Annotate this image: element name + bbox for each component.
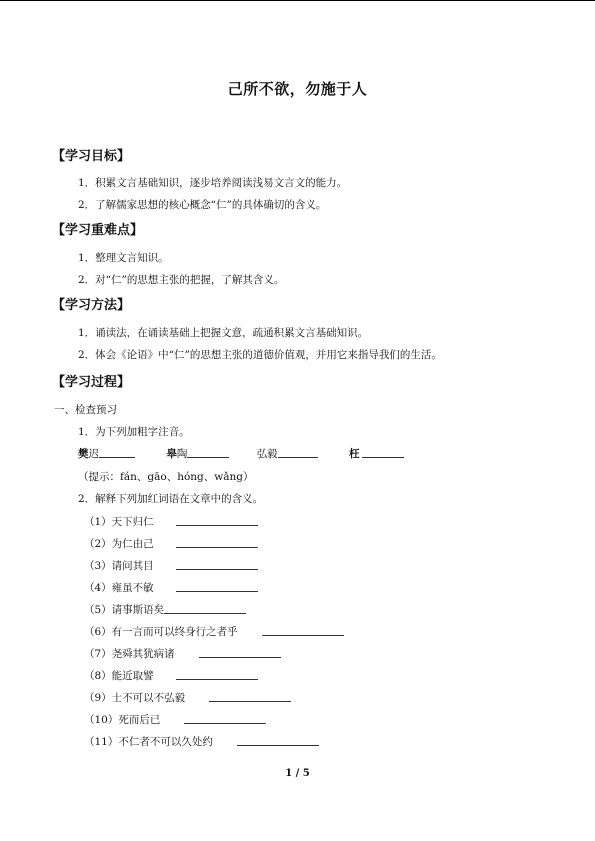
vocab-item: （10）死而后已 bbox=[84, 712, 266, 727]
pinyin-row bbox=[78, 446, 404, 461]
vocab-item: （11）不仁者不可以久处约 bbox=[84, 734, 319, 749]
vocab-item: （6）有一言而可以终身行之者乎 bbox=[84, 624, 344, 639]
vocab-item: （7）尧舜其犹病诸 bbox=[84, 646, 281, 661]
goal-item: 2．了解儒家思想的核心概念“仁”的具体确切的含义。 bbox=[78, 199, 327, 211]
method-item: 2．体会《论语》中“仁”的思想主张的道德价值观，并用它来指导我们的生活。 bbox=[78, 349, 442, 361]
question-one: 1．为下列加粗字注音。 bbox=[78, 426, 190, 438]
answer-blank[interactable] bbox=[164, 602, 246, 614]
vocab-item: （9）士不可以不弘毅 bbox=[84, 690, 291, 705]
section-heading-methods: 【学习方法】 bbox=[52, 298, 131, 313]
answer-blank[interactable] bbox=[176, 558, 258, 570]
part-one-label: 一、检查预习 bbox=[54, 404, 117, 416]
answer-blank[interactable] bbox=[278, 446, 318, 458]
answer-blank[interactable] bbox=[209, 690, 291, 702]
answer-blank[interactable] bbox=[262, 624, 344, 636]
vocab-item: （5）请事斯语矣 bbox=[84, 602, 246, 617]
pinyin-word-4: 枉 bbox=[349, 448, 360, 460]
goal-item: 1．积累文言基础知识，逐步培养阅读浅易文言文的能力。 bbox=[78, 177, 348, 189]
answer-blank[interactable] bbox=[176, 580, 258, 592]
answer-blank[interactable] bbox=[176, 514, 258, 526]
pinyin-word-2: 皋陶 bbox=[166, 448, 188, 460]
vocab-item: （1）天下归仁 bbox=[84, 514, 258, 529]
answer-blank[interactable] bbox=[237, 734, 319, 746]
vocab-item: （2）为仁由己 bbox=[84, 536, 258, 551]
vocab-item: （4）雍虽不敏 bbox=[84, 580, 258, 595]
answer-blank[interactable] bbox=[184, 712, 266, 724]
answer-blank[interactable] bbox=[187, 446, 229, 458]
top-rule bbox=[0, 0, 595, 1]
answer-blank[interactable] bbox=[176, 536, 258, 548]
pinyin-hint: （提示：fán、gāo、hóng、wǎng） bbox=[78, 471, 254, 483]
section-heading-goals: 【学习目标】 bbox=[52, 149, 131, 164]
key-point-item: 2．对“仁”的思想主张的把握，了解其含义。 bbox=[78, 274, 285, 286]
section-heading-process: 【学习过程】 bbox=[52, 375, 131, 390]
key-point-item: 1．整理文言知识。 bbox=[78, 252, 169, 264]
vocab-item: （3）请问其目 bbox=[84, 558, 258, 573]
question-two: 2．解释下列加红词语在文章中的含义。 bbox=[78, 493, 264, 505]
method-item: 1．诵读法，在诵读基础上把握文意，疏通积累文言基础知识。 bbox=[78, 327, 369, 339]
vocab-item: （8）能近取譬 bbox=[84, 668, 258, 683]
section-heading-key-points: 【学习重难点】 bbox=[52, 223, 144, 238]
answer-blank[interactable] bbox=[176, 668, 258, 680]
pinyin-word-1: 樊迟 bbox=[78, 448, 99, 460]
page-number: 1 / 5 bbox=[285, 768, 310, 779]
answer-blank[interactable] bbox=[199, 646, 281, 658]
answer-blank[interactable] bbox=[99, 446, 135, 458]
answer-blank[interactable] bbox=[362, 446, 404, 458]
page-title: 己所不欲，勿施于人 bbox=[227, 80, 368, 98]
pinyin-word-3: 弘毅 bbox=[256, 448, 278, 460]
